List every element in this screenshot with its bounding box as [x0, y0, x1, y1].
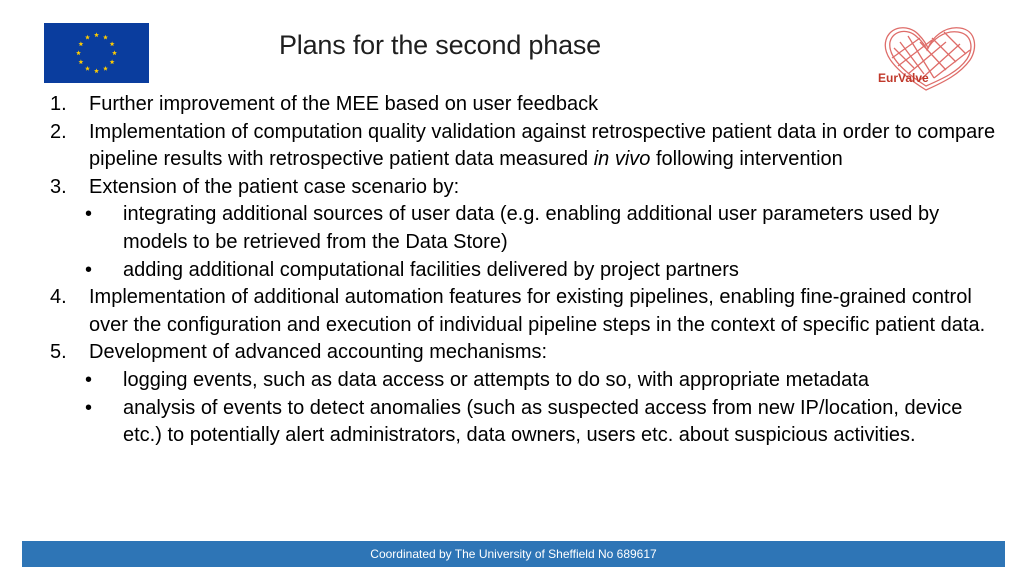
list-item-italic-text: in vivo: [593, 148, 651, 171]
sub-list-item-text: adding additional computational facilities delivered by project partners: [123, 258, 739, 281]
bullet-icon: •: [85, 258, 93, 281]
list-item-text: following intervention: [650, 148, 843, 171]
footer-text: Coordinated by The University of Sheffield No 689617: [370, 547, 657, 561]
list-item-text: Implementation of computation quality validation against retrospective patient data in order to compare pipeline results with retrospective patient data measured: [89, 120, 996, 171]
bullet-icon: •: [85, 203, 93, 226]
sub-list-item: [50, 395, 1000, 450]
list-number: 3.: [50, 175, 67, 198]
heart-logo-icon: [874, 18, 984, 98]
footer-bar: [22, 541, 1005, 567]
sub-list-item: [50, 257, 1000, 285]
list-item: [50, 119, 1000, 174]
list-item: [50, 339, 1000, 367]
list-number: 2.: [50, 120, 67, 143]
list-item: [50, 174, 1000, 202]
sub-list-item: [50, 367, 1000, 395]
list-item: [50, 284, 1000, 339]
heart-logo-graphic: [874, 18, 984, 98]
sub-list-item-text: integrating additional sources of user data (e.g. enabling additional user parameters used by models to be retrieved from the Data Store): [123, 203, 940, 253]
sub-list-item-text: logging events, such as data access or attempts to do so, with appropriate metadata: [123, 368, 869, 391]
list-number: 1.: [50, 93, 67, 115]
list-item-text: Further improvement of the MEE based on user feedback: [89, 93, 599, 115]
list-number: 4.: [50, 286, 67, 309]
logo-wordmark: EurValve: [878, 71, 929, 85]
bullet-icon: •: [85, 396, 93, 419]
sub-list-item: [50, 201, 1000, 256]
bullet-icon: •: [85, 368, 93, 391]
plan-list: [50, 91, 1000, 450]
list-item-text: Extension of the patient case scenario by:: [89, 175, 460, 198]
list-item: [50, 91, 1000, 119]
list-number: 5.: [50, 341, 67, 364]
list-item-text: Development of advanced accounting mechanisms:: [89, 341, 548, 364]
page-title: Plans for the second phase: [278, 30, 602, 60]
sub-list-item-text: analysis of events to detect anomalies (such as suspected access from new IP/location, device etc.) to potentially alert administrators, data owners, users etc. about suspicious activities.: [123, 396, 963, 447]
list-item-text: Implementation of additional automation features for existing pipelines, enabling fine-grained control over the configuration and execution of individual pipeline steps in the context of specific patient data.: [89, 286, 986, 336]
